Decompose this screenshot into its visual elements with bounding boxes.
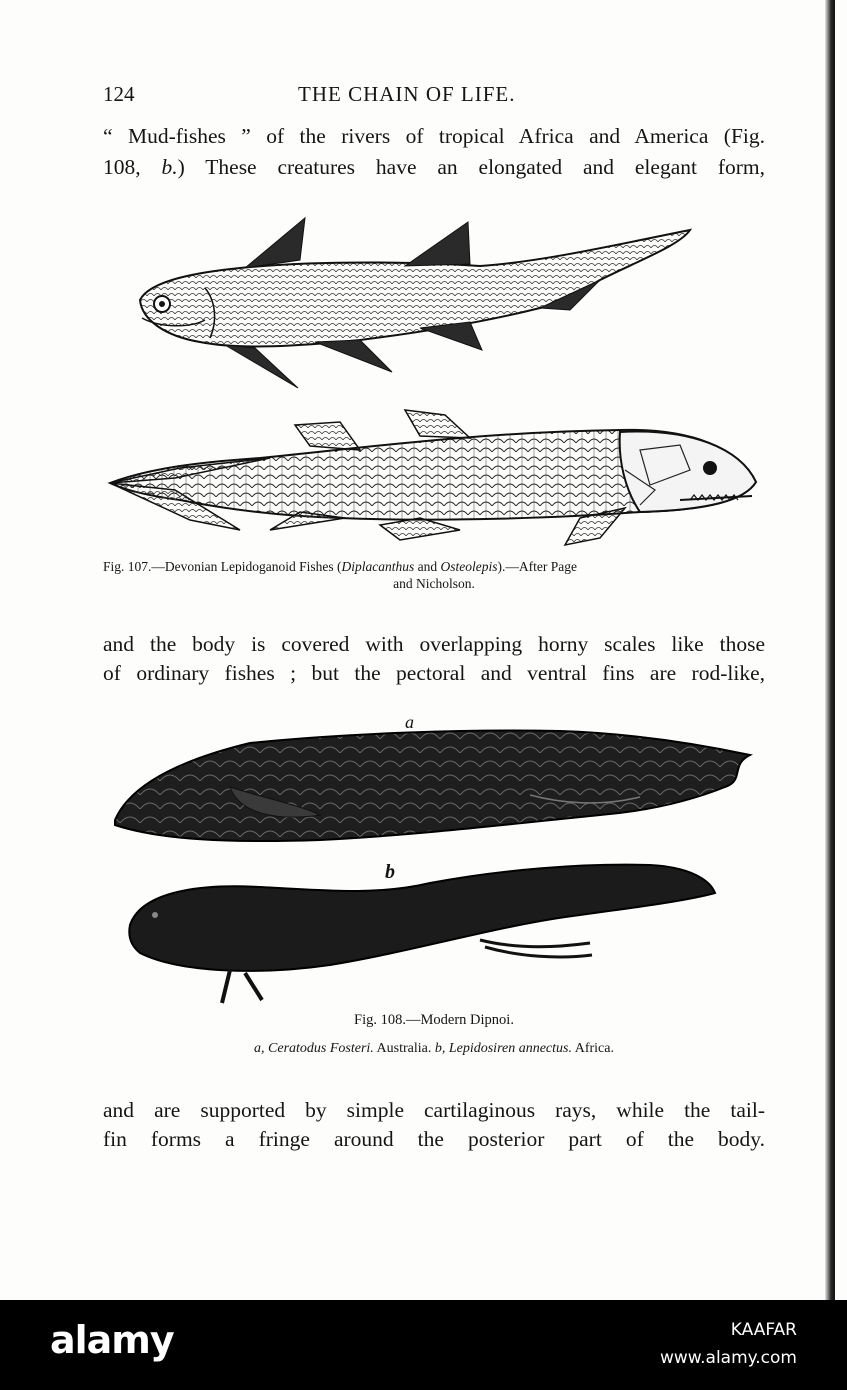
page-edge — [825, 0, 835, 1300]
figure-107-caption-suffix: ).—After Page — [497, 559, 577, 574]
paragraph-1-line-2 — [103, 155, 765, 180]
figure-108-subcaption — [103, 1041, 765, 1057]
watermark-bar — [0, 1300, 847, 1390]
figure-107-caption-line-2: and Nicholson. — [393, 576, 475, 591]
figure-107-caption — [103, 559, 765, 575]
page-number: 124 — [103, 82, 135, 106]
paragraph-1-line-2-text: ) These creatures have an elongated and elegant form, — [177, 155, 765, 179]
figure-107-genus-1: Diplacanthus — [341, 559, 415, 574]
figure-108-sub-b-letter: b, — [434, 1041, 449, 1056]
figure-108-sub-a-place: Australia. — [373, 1041, 435, 1056]
figure-108-label-a: a — [405, 712, 414, 732]
paragraph-1-fig-letter: b. — [161, 155, 178, 179]
figure-108-illustration — [0, 725, 847, 1010]
figure-108-sub-b-name: Lepidosiren annectus. — [448, 1041, 572, 1056]
paragraph-2-line-1: and the body is covered with overlapping horny scales like those — [103, 632, 765, 656]
figure-108-sub-b-place: Africa. — [571, 1041, 614, 1056]
figure-107-illustration — [0, 200, 847, 555]
figure-108-sub-a-letter: a, — [254, 1041, 269, 1056]
figure-107-caption-prefix: Fig. 107.—Devonian Lepidoganoid Fishes ( — [103, 559, 342, 574]
paragraph-3-line-2: fin forms a fringe around the posterior part of the body. — [103, 1127, 765, 1151]
diplacanthus-drawing — [140, 218, 690, 388]
paragraph-3-line-1: and are supported by simple cartilaginous rays, while the tail- — [103, 1098, 765, 1122]
figure-108-sub-a-name: Ceratodus Fosteri. — [268, 1041, 374, 1056]
figure-107-and: and — [414, 559, 441, 574]
figure-107-genus-2: Osteolepis — [440, 559, 498, 574]
running-title: THE CHAIN OF LIFE. — [298, 82, 516, 106]
figure-108-caption: Fig. 108.—Modern Dipnoi. — [354, 1012, 514, 1028]
figure-108-label-b: b — [385, 861, 395, 883]
paragraph-2-line-2: of ordinary fishes ; but the pectoral and ventral fins are rod-like, — [103, 661, 765, 685]
stock-image-id: KAAFAR — [730, 1320, 797, 1340]
paragraph-1-fig-ref: 108, — [103, 155, 162, 179]
stock-url: www.alamy.com — [659, 1348, 797, 1368]
paragraph-1-line-1: “ Mud-fishes ” of the rivers of tropical Africa and America (Fig. — [103, 124, 765, 148]
ceratodus-drawing — [115, 731, 750, 842]
osteolepis-drawing — [110, 410, 756, 545]
lepidosiren-drawing — [129, 865, 715, 1003]
watermark-logo: alamy — [50, 1318, 174, 1362]
